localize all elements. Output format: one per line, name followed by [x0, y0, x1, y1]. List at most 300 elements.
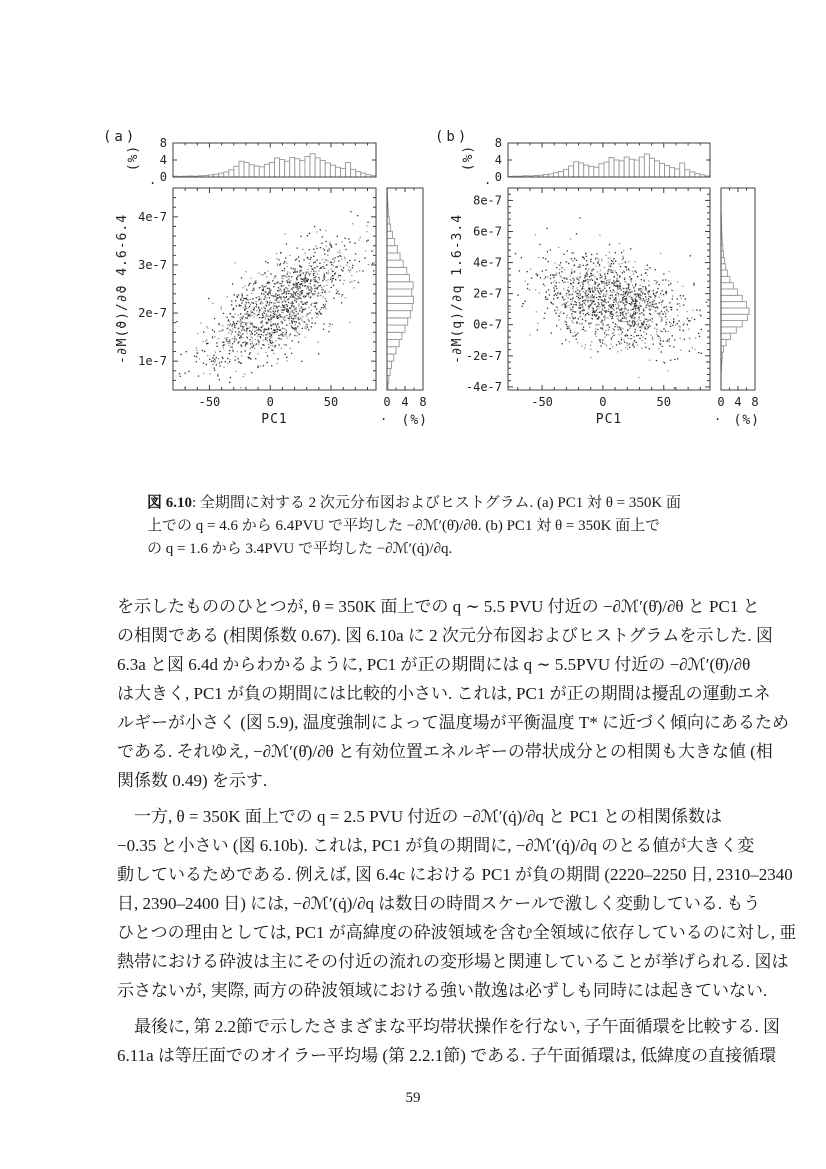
- scatter-point: [268, 344, 269, 345]
- scatter-point: [579, 264, 580, 265]
- scatter-point: [596, 336, 597, 337]
- scatter-point: [632, 285, 633, 286]
- scatter-point: [645, 347, 646, 348]
- scatter-point: [246, 323, 247, 324]
- y-tick-label: -4e-7: [465, 379, 502, 394]
- scatter-point: [308, 288, 309, 289]
- scatter-point: [688, 320, 689, 321]
- scatter-point: [253, 288, 254, 289]
- scatter-point: [568, 287, 569, 288]
- scatter-point: [278, 310, 279, 311]
- right-hist-bar: [721, 327, 736, 333]
- scatter-point: [597, 351, 598, 352]
- scatter-point: [656, 292, 657, 293]
- scatter-point: [265, 261, 266, 262]
- scatter-point: [601, 345, 602, 346]
- scatter-point: [582, 287, 583, 288]
- scatter-point: [268, 295, 269, 296]
- scatter-point: [611, 344, 612, 345]
- scatter-point: [276, 258, 277, 259]
- scatter-point: [323, 248, 324, 249]
- scatter-point: [595, 310, 596, 311]
- scatter-point: [304, 281, 305, 282]
- scatter-point: [683, 305, 684, 306]
- scatter-point: [227, 317, 228, 318]
- scatter-point: [265, 292, 266, 293]
- scatter-point: [556, 272, 557, 273]
- scatter-point: [292, 294, 293, 295]
- right-hist-bar: [721, 321, 742, 327]
- scatter-point: [669, 338, 670, 339]
- scatter-point: [298, 282, 299, 283]
- scatter-point: [617, 302, 618, 303]
- scatter-point: [589, 300, 590, 301]
- scatter-point: [318, 270, 319, 271]
- scatter-point: [642, 292, 643, 293]
- scatter-point: [273, 311, 274, 312]
- scatter-point: [601, 258, 602, 259]
- scatter-point: [239, 338, 240, 339]
- scatter-point: [331, 245, 332, 246]
- scatter-point: [626, 345, 627, 346]
- scatter-point: [307, 257, 308, 258]
- scatter-point: [670, 360, 671, 361]
- scatter-point: [337, 251, 338, 252]
- scatter-point: [331, 264, 332, 265]
- scatter-point: [649, 348, 650, 349]
- scatter-point: [638, 317, 639, 318]
- scatter-point: [630, 338, 631, 339]
- scatter-point: [522, 303, 523, 304]
- scatter-point: [635, 284, 636, 285]
- scatter-point: [551, 282, 552, 283]
- scatter-point: [625, 293, 626, 294]
- scatter-point: [255, 339, 256, 340]
- scatter-point: [260, 287, 261, 288]
- scatter-point: [585, 275, 586, 276]
- scatter-point: [610, 290, 611, 291]
- scatter-point: [273, 302, 274, 303]
- scatter-point: [218, 324, 219, 325]
- scatter-point: [318, 285, 319, 286]
- scatter-point: [284, 328, 285, 329]
- scatter-point: [603, 316, 604, 317]
- scatter-point: [198, 375, 199, 376]
- scatter-point: [250, 327, 251, 328]
- scatter-point: [625, 266, 626, 267]
- scatter-point: [577, 290, 578, 291]
- scatter-point: [538, 257, 539, 258]
- scatter-point: [313, 256, 314, 257]
- scatter-point: [302, 312, 303, 313]
- scatter-point: [315, 305, 316, 306]
- scatter-point: [262, 321, 263, 322]
- scatter-point: [257, 366, 258, 367]
- scatter-point: [680, 338, 681, 339]
- scatter-point: [568, 294, 569, 295]
- scatter-point: [599, 288, 600, 289]
- stray-dot: .: [714, 409, 722, 423]
- scatter-point: [610, 270, 611, 271]
- scatter-point: [215, 352, 216, 353]
- scatter-point: [565, 339, 566, 340]
- scatter-point: [281, 348, 282, 349]
- scatter-point: [640, 320, 641, 321]
- scatter-point: [290, 289, 291, 290]
- scatter-point: [550, 249, 551, 250]
- scatter-point: [604, 332, 605, 333]
- scatter-point: [608, 283, 609, 284]
- scatter-point: [291, 353, 292, 354]
- scatter-point: [248, 285, 249, 286]
- scatter-point: [563, 303, 564, 304]
- right-hist-bar: [387, 239, 395, 246]
- scatter-point: [557, 297, 558, 298]
- scatter-point: [250, 312, 251, 313]
- scatter-point: [258, 327, 259, 328]
- scatter-point: [253, 303, 254, 304]
- scatter-point: [588, 323, 589, 324]
- scatter-point: [629, 296, 630, 297]
- scatter-point: [648, 299, 649, 300]
- scatter-point: [220, 330, 221, 331]
- scatter-point: [243, 376, 244, 377]
- scatter-point: [576, 287, 577, 288]
- scatter-point: [206, 339, 207, 340]
- scatter-point: [551, 302, 552, 303]
- scatter-point: [610, 295, 611, 296]
- scatter-point: [575, 291, 576, 292]
- scatter-point: [310, 257, 311, 258]
- scatter-point: [328, 273, 329, 274]
- right-hist-bar: [721, 340, 726, 346]
- scatter-point: [635, 300, 636, 301]
- scatter-point: [614, 292, 615, 293]
- scatter-point: [509, 309, 510, 310]
- top-hist-bar: [325, 163, 330, 177]
- scatter-point: [229, 361, 230, 362]
- scatter-point: [228, 341, 229, 342]
- scatter-point: [567, 281, 568, 282]
- scatter-point: [691, 317, 692, 318]
- scatter-point: [234, 336, 235, 337]
- scatter-point: [300, 317, 301, 318]
- scatter-point: [235, 360, 236, 361]
- scatter-point: [241, 346, 242, 347]
- scatter-point: [334, 257, 335, 258]
- scatter-point: [614, 326, 615, 327]
- scatter-point: [664, 311, 665, 312]
- scatter-point: [624, 316, 625, 317]
- scatter-point: [320, 309, 321, 310]
- scatter-point: [569, 317, 570, 318]
- scatter-point: [267, 262, 268, 263]
- scatter-point: [598, 308, 599, 309]
- scatter-point: [196, 350, 197, 351]
- scatter-point: [583, 314, 584, 315]
- scatter-point: [581, 282, 582, 283]
- scatter-point: [542, 271, 543, 272]
- scatter-point: [571, 303, 572, 304]
- scatter-point: [644, 300, 645, 301]
- scatter-point: [636, 272, 637, 273]
- scatter-point: [299, 334, 300, 335]
- scatter-point: [257, 367, 258, 368]
- scatter-point: [645, 269, 646, 270]
- scatter-point: [623, 250, 624, 251]
- scatter-point: [590, 261, 591, 262]
- scatter-point: [285, 330, 286, 331]
- scatter-point: [284, 289, 285, 290]
- scatter-point: [314, 267, 315, 268]
- scatter-point: [293, 318, 294, 319]
- scatter-point: [578, 297, 579, 298]
- scatter-point: [649, 290, 650, 291]
- scatter-point: [527, 271, 528, 272]
- scatter-point: [689, 320, 690, 321]
- scatter-point: [628, 284, 629, 285]
- scatter-point: [329, 326, 330, 327]
- scatter-point: [571, 320, 572, 321]
- scatter-point: [618, 306, 619, 307]
- scatter-point: [254, 281, 255, 282]
- scatter-point: [613, 299, 614, 300]
- scatter-point: [535, 234, 536, 235]
- scatter-point: [338, 260, 339, 261]
- scatter-point: [619, 343, 620, 344]
- scatter-point: [608, 279, 609, 280]
- scatter-point: [656, 360, 657, 361]
- scatter-point: [283, 318, 284, 319]
- scatter-point: [592, 295, 593, 296]
- top-hist-bar: [264, 164, 269, 177]
- scatter-point: [620, 329, 621, 330]
- scatter-point: [322, 266, 323, 267]
- scatter-point: [592, 297, 593, 298]
- scatter-point: [555, 293, 556, 294]
- scatter-point: [257, 336, 258, 337]
- scatter-point: [602, 342, 603, 343]
- scatter-point: [305, 337, 306, 338]
- scatter-point: [254, 331, 255, 332]
- scatter-point: [605, 276, 606, 277]
- scatter-point: [644, 294, 645, 295]
- scatter-point: [313, 270, 314, 271]
- scatter-point: [228, 345, 229, 346]
- scatter-point: [537, 323, 538, 324]
- top-hist-bar: [310, 154, 315, 177]
- scatter-point: [251, 347, 252, 348]
- scatter-point: [597, 271, 598, 272]
- top-hist-bar: [634, 160, 639, 177]
- scatter-point: [317, 273, 318, 274]
- scatter-point: [319, 312, 320, 313]
- scatter-point: [634, 324, 635, 325]
- scatter-point: [294, 305, 295, 306]
- scatter-point: [268, 292, 269, 293]
- scatter-point: [240, 313, 241, 314]
- scatter-point: [263, 317, 264, 318]
- scatter-point: [237, 296, 238, 297]
- scatter-point: [525, 301, 526, 302]
- scatter-point: [568, 297, 569, 298]
- scatter-point: [640, 330, 641, 331]
- top-hist-bar: [249, 165, 254, 177]
- scatter-point: [251, 336, 252, 337]
- scatter-point: [643, 322, 644, 323]
- scatter-point: [626, 291, 627, 292]
- scatter-point: [596, 253, 597, 254]
- scatter-point: [608, 270, 609, 271]
- scatter-point: [653, 344, 654, 345]
- scatter-point: [562, 343, 563, 344]
- scatter-point: [602, 306, 603, 307]
- scatter-point: [271, 328, 272, 329]
- scatter-point: [626, 288, 627, 289]
- scatter-point: [203, 373, 204, 374]
- scatter-point: [268, 346, 269, 347]
- right-hist-tick-label: 8: [751, 395, 759, 409]
- scatter-point: [651, 304, 652, 305]
- scatter-point: [236, 371, 237, 372]
- scatter-point: [640, 285, 641, 286]
- scatter-point: [185, 373, 186, 374]
- scatter-point: [594, 284, 595, 285]
- scatter-point: [585, 314, 586, 315]
- scatter-point: [572, 252, 573, 253]
- scatter-point: [593, 296, 594, 297]
- scatter-point: [583, 327, 584, 328]
- scatter-point: [595, 294, 596, 295]
- scatter-point: [543, 257, 544, 258]
- scatter-point: [539, 244, 540, 245]
- scatter-point: [267, 301, 268, 302]
- right-hist-bar: [721, 270, 727, 276]
- scatter-point: [249, 283, 250, 284]
- scatter-point: [228, 319, 229, 320]
- scatter-point: [252, 333, 253, 334]
- scatter-point: [634, 305, 635, 306]
- scatter-point: [289, 282, 290, 283]
- scatter-point: [581, 329, 582, 330]
- scatter-point: [335, 267, 336, 268]
- scatter-point: [314, 273, 315, 274]
- scatter-point: [587, 313, 588, 314]
- scatter-point: [531, 278, 532, 279]
- scatter-point: [630, 292, 631, 293]
- scatter-point: [610, 313, 611, 314]
- scatter-point: [349, 322, 350, 323]
- scatter-point: [585, 268, 586, 269]
- scatter-point: [637, 325, 638, 326]
- scatter-point: [283, 263, 284, 264]
- scatter-point: [554, 275, 555, 276]
- scatter-point: [570, 238, 571, 239]
- scatter-point: [569, 326, 570, 327]
- scatter-point: [286, 325, 287, 326]
- scatter-point: [674, 359, 675, 360]
- scatter-point: [612, 270, 613, 271]
- scatter-point: [573, 297, 574, 298]
- scatter-point: [232, 343, 233, 344]
- scatter-point: [627, 335, 628, 336]
- scatter-point: [624, 279, 625, 280]
- right-hist-bar: [721, 289, 738, 295]
- scatter-point: [636, 324, 637, 325]
- scatter-point: [545, 258, 546, 259]
- scatter-point: [333, 265, 334, 266]
- scatter-point: [656, 329, 657, 330]
- scatter-point: [590, 299, 591, 300]
- scatter-point: [664, 307, 665, 308]
- scatter-point: [288, 302, 289, 303]
- scatter-point: [608, 297, 609, 298]
- scatter-point: [566, 324, 567, 325]
- scatter-point: [632, 322, 633, 323]
- scatter-point: [347, 262, 348, 263]
- scatter-point: [558, 247, 559, 248]
- right-hist-bar: [721, 257, 724, 263]
- scatter-point: [544, 278, 545, 279]
- scatter-point: [527, 288, 528, 289]
- top-hist-bar: [599, 164, 604, 177]
- scatter-point: [622, 331, 623, 332]
- scatter-point: [292, 301, 293, 302]
- scatter-point: [246, 343, 247, 344]
- scatter-point: [628, 288, 629, 289]
- scatter-point: [294, 321, 295, 322]
- scatter-point: [272, 350, 273, 351]
- scatter-point: [583, 300, 584, 301]
- scatter-point: [631, 278, 632, 279]
- scatter-point: [577, 279, 578, 280]
- scatter-point: [305, 295, 306, 296]
- scatter-point: [699, 336, 700, 337]
- scatter-point: [621, 320, 622, 321]
- scatter-point: [539, 292, 540, 293]
- scatter-point: [588, 297, 589, 298]
- scatter-point: [316, 259, 317, 260]
- scatter-point: [621, 337, 622, 338]
- scatter-point: [344, 257, 345, 258]
- scatter-point: [315, 245, 316, 246]
- scatter-point: [236, 340, 237, 341]
- scatter-point: [692, 310, 693, 311]
- scatter-point: [627, 323, 628, 324]
- scatter-point: [253, 345, 254, 346]
- scatter-point: [638, 296, 639, 297]
- scatter-point: [647, 265, 648, 266]
- top-hist-tick-label: 8: [159, 136, 167, 150]
- text-line: 最後に, 第 2.2節で示したさまざまな平均帯状操作を行ない, 子午面循環を比較する. 図: [134, 1017, 780, 1036]
- scatter-point: [282, 278, 283, 279]
- scatter-point: [229, 359, 230, 360]
- scatter-point: [235, 331, 236, 332]
- top-hist-bar: [654, 161, 659, 177]
- scatter-point: [560, 329, 561, 330]
- scatter-point: [570, 309, 571, 310]
- scatter-point: [258, 306, 259, 307]
- scatter-point: [644, 319, 645, 320]
- scatter-point: [632, 343, 633, 344]
- scatter-point: [579, 291, 580, 292]
- scatter-point: [611, 318, 612, 319]
- scatter-point: [263, 274, 264, 275]
- scatter-point: [587, 295, 588, 296]
- scatter-point: [585, 331, 586, 332]
- scatter-point: [314, 252, 315, 253]
- scatter-point: [583, 284, 584, 285]
